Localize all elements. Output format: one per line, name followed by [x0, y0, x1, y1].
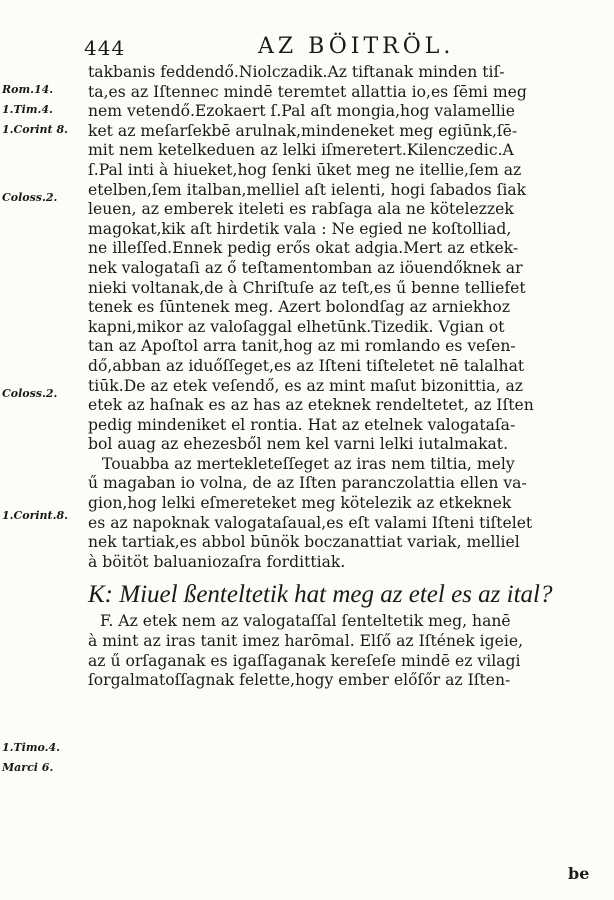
margin-note: 1.Timo.4.	[2, 741, 60, 754]
text-line: ket az meſarſekbē arulnak,mindeneket meg egiūnk,ſē-	[88, 121, 518, 140]
text-line: gion,hog lelki eſmereteket meg kötelezik az etkeknek	[88, 494, 512, 513]
text-line: az ű orſaganak es igaſſaganak kereſeſe mindē ez vilagi	[88, 651, 521, 670]
text-line: takbanis feddendő.Niolczadik.Az tiftanak minden tiſ-	[88, 63, 505, 81]
text-line: es az napoknak valogataſaual,es eſt valami Iſteni tiſtelet	[88, 513, 533, 532]
text-line: Touabba az mertekleteſſeget az iras nem tiltia, mely	[102, 454, 515, 473]
text-line: nieki voltanak,de à Chriſtuſe az teſt,es ű benne telliefet	[88, 278, 526, 297]
catchword: be	[568, 864, 590, 883]
page-number: 444	[84, 36, 126, 60]
text-line: ſ.Pal inti à hiueket,hog ſenki ūket meg ne itellie,ſem az	[88, 160, 522, 179]
text-line: ſorgalmatoſſagnak felette,hogy ember előſőr az Iſten-	[88, 671, 511, 690]
text-line: kapni,mikor az valoſaggal elhetūnk.Tizedik. Vgian ot	[88, 317, 505, 336]
running-head: AZ BÖITRÖL.	[258, 34, 455, 59]
text-line: etelben,ſem italban,melliel aſt ielenti, hogi ſabados ſiak	[88, 180, 527, 199]
margin-note: Rom.14.	[2, 83, 54, 96]
margin-note: Coloss.2.	[2, 191, 58, 204]
text-line: F. Az etek nem az valogataſſal ſenteltetik meg, hanē	[100, 612, 511, 631]
margin-note: 1.Tim.4.	[2, 103, 53, 116]
margin-note: 1.Corint.8.	[2, 509, 68, 522]
text-line: nek tartiak,es abbol būnök boczanattiat variak, melliel	[88, 533, 520, 552]
text-line: magokat,kik aſt hirdetik vala : Ne egied ne koſtolliad,	[88, 219, 512, 238]
text-line: tenek es ſūntenek meg. Azert bolondſag az arniekhoz	[88, 298, 511, 317]
text-line: mit nem ketelkeduen az lelki iſmeretert.Kilenczedic.A	[88, 141, 514, 160]
text-line: nem vetendő.Ezokaert ſ.Pal aſt mongia,hog valamellie	[88, 102, 516, 121]
text-line: nek valogataſi az ő teſtamentomban az iöuendőknek ar	[88, 258, 523, 277]
page-body	[88, 63, 600, 691]
text-line: à böitöt baluaniozaſra fordittiak.	[88, 552, 346, 571]
margin-note: Marci 6.	[2, 761, 54, 774]
text-line: ne illeſſed.Ennek pedig erős okat adgia.Mert az etkek-	[88, 239, 519, 258]
text-line: tan az Apoſtol arra tanit,hog az mi romlando es veſen-	[88, 337, 516, 356]
text-line: à mint az iras tanit imez harōmal. Elſő az Iſtének igeie,	[88, 632, 524, 651]
text-line: ű magaban io volna, de az Iſten paranczolattia ellen va-	[88, 474, 527, 493]
text-line: leuen, az emberek iteleti es rabſaga ala ne kötelezzek	[88, 200, 514, 219]
text-line: dő,abban az iduőſſeget,es az Iſteni tiſteletet nē talalhat	[88, 356, 525, 375]
text-line: etek az haſnak es az has az eteknek rendeltetet, az Iſten	[88, 396, 534, 415]
text-line: pedig mindeniket el rontia. Hat az etelnek valogataſa-	[88, 415, 516, 434]
text-line: ta,es az Iſtennec mindē teremtet allattia io,es ſēmi meg	[88, 82, 527, 101]
text-line: bol auag az ehezesből nem kel varni lelki iutalmakat.	[88, 435, 509, 454]
margin-note: Coloss.2.	[2, 387, 58, 400]
question-heading: K: Miuel ßenteltetik hat meg az etel es az ital?	[88, 581, 553, 609]
text-line: tiūk.De az etek veſendő, es az mint maſut bizonittia, az	[88, 376, 524, 395]
margin-note: 1.Corint 8.	[2, 123, 68, 136]
